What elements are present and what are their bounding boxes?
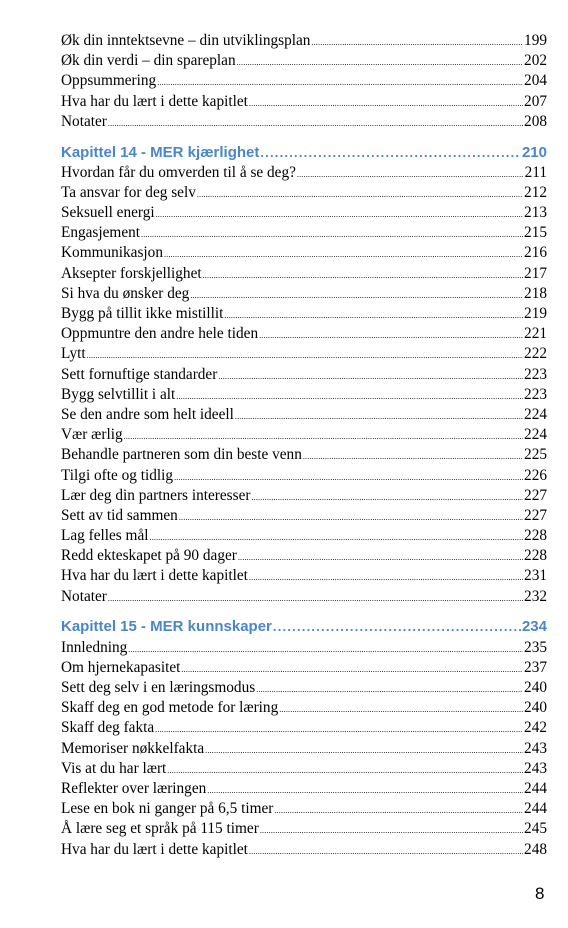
entry-page-number: 211 xyxy=(524,163,547,181)
toc-entry[interactable] xyxy=(61,678,547,698)
entry-page-number: 223 xyxy=(524,385,547,403)
entry-title: Øk din inntektsevne – din utviklingsplan xyxy=(61,32,311,49)
entry-title: Hva har du lært i dette kapitlet xyxy=(61,92,248,110)
entry-title: Om hjernekapasitet xyxy=(61,658,181,676)
entry-page-number: 199 xyxy=(524,32,547,49)
entry-page-number: 215 xyxy=(524,224,547,242)
entry-page-number: 224 xyxy=(524,405,547,423)
dot-leader xyxy=(249,842,523,862)
entry-page-number: 243 xyxy=(524,739,547,757)
entry-title: Lese en bok ni ganger på 6,5 timer xyxy=(61,800,274,818)
entry-title: Ta ansvar for deg selv xyxy=(61,183,196,201)
toc-entry[interactable] xyxy=(61,51,547,71)
entry-title: Hva har du lært i dette kapitlet xyxy=(61,840,248,858)
toc-entry[interactable] xyxy=(61,264,547,284)
dot-leader xyxy=(218,367,523,387)
entry-page-number: 222 xyxy=(524,345,547,363)
chapter-page-number: 234 xyxy=(521,618,547,636)
entry-page-number: 235 xyxy=(524,638,547,656)
dot-leader xyxy=(256,680,523,700)
entry-page-number: 231 xyxy=(524,567,547,585)
entry-title: Hvordan får du omverden til å se deg? xyxy=(61,163,296,181)
dot-leader xyxy=(156,205,523,225)
dot-leader xyxy=(260,821,523,841)
toc-entry[interactable] xyxy=(61,92,547,112)
entry-page-number: 224 xyxy=(524,426,547,444)
entry-page-number: 221 xyxy=(524,325,547,343)
toc-entry[interactable] xyxy=(61,163,547,183)
toc-entry[interactable] xyxy=(61,486,547,506)
toc-entry[interactable] xyxy=(61,445,547,465)
entry-page-number: 223 xyxy=(524,365,547,383)
entry-page-number: 232 xyxy=(524,587,547,605)
entry-page-number: 242 xyxy=(524,719,547,737)
chapter-title: Kapittel 15 - MER kunnskaper xyxy=(61,618,272,636)
toc-entry[interactable] xyxy=(61,718,547,738)
chapter-title: Kapittel 14 - MER kjærlighet xyxy=(61,143,260,161)
dot-leader xyxy=(238,548,523,568)
dot-leader xyxy=(128,640,523,660)
toc-entry[interactable] xyxy=(61,587,547,607)
toc-entry[interactable] xyxy=(61,243,547,263)
table-of-contents xyxy=(61,31,547,860)
entry-title: Seksuell energi xyxy=(61,204,155,222)
entry-title: Aksepter forskjellighet xyxy=(61,264,202,282)
toc-entry[interactable] xyxy=(61,658,547,678)
toc-entry[interactable] xyxy=(61,425,547,445)
chapter-heading[interactable] xyxy=(61,617,547,637)
entry-title: Sett av tid sammen xyxy=(61,506,178,524)
entry-page-number: 208 xyxy=(524,112,547,130)
toc-entry[interactable] xyxy=(61,223,547,243)
entry-page-number: 202 xyxy=(524,52,547,70)
toc-entry[interactable] xyxy=(61,71,547,91)
entry-title: Tilgi ofte og tidlig xyxy=(61,466,174,484)
dot-leader xyxy=(235,407,523,427)
entry-title: Lytt xyxy=(61,345,86,363)
dot-leader xyxy=(174,468,523,488)
toc-entry[interactable] xyxy=(61,739,547,759)
toc-entry[interactable] xyxy=(61,304,547,324)
dot-leader xyxy=(190,286,523,306)
dot-leader xyxy=(167,761,523,781)
toc-entry[interactable] xyxy=(61,698,547,718)
dot-leader xyxy=(108,589,523,609)
dot-leader xyxy=(260,143,521,163)
page-number: 8 xyxy=(535,884,545,903)
dot-leader xyxy=(108,114,523,134)
entry-page-number: 244 xyxy=(524,800,547,818)
entry-page-number: 219 xyxy=(524,305,547,323)
dot-leader xyxy=(259,326,523,346)
entry-page-number: 243 xyxy=(524,759,547,777)
dot-leader xyxy=(164,245,523,265)
entry-page-number: 228 xyxy=(524,527,547,545)
dot-leader xyxy=(150,528,524,548)
entry-title: Notater xyxy=(61,587,107,605)
entry-page-number: 212 xyxy=(524,183,547,201)
entry-title: Lag felles mål xyxy=(61,527,149,545)
toc-entry[interactable] xyxy=(61,405,547,425)
entry-page-number: 213 xyxy=(524,204,547,222)
entry-title: Lær deg din partners interesser xyxy=(61,486,251,504)
entry-title: Behandle partneren som din beste venn xyxy=(61,446,302,464)
entry-title: Notater xyxy=(61,112,107,130)
toc-entry[interactable] xyxy=(61,344,547,364)
dot-leader xyxy=(155,720,523,740)
toc-entry[interactable] xyxy=(61,365,547,385)
dot-leader xyxy=(303,447,523,467)
entry-page-number: 237 xyxy=(524,658,547,676)
toc-entry[interactable] xyxy=(61,466,547,486)
entry-title: Bygg selvtillit i alt xyxy=(61,385,176,403)
dot-leader xyxy=(251,488,523,508)
dot-leader xyxy=(207,781,523,801)
dot-leader xyxy=(205,741,523,761)
entry-title: Skaff deg en god metode for læring xyxy=(61,699,279,717)
dot-leader xyxy=(176,387,523,407)
toc-entry[interactable] xyxy=(61,638,547,658)
entry-title: Kommunikasjon xyxy=(61,244,163,262)
entry-page-number: 245 xyxy=(524,820,547,838)
entry-page-number: 216 xyxy=(524,244,547,262)
toc-entry[interactable] xyxy=(61,31,547,51)
entry-title: Å lære seg et språk på 115 timer xyxy=(61,820,259,838)
toc-entry[interactable] xyxy=(61,385,547,405)
entry-title: Innledning xyxy=(61,638,128,656)
dot-leader xyxy=(224,306,523,326)
entry-title: Reflekter over læringen xyxy=(61,779,207,797)
entry-title: Sett fornuftige standarder xyxy=(61,365,218,383)
dot-leader xyxy=(141,225,523,245)
entry-title: Redd ekteskapet på 90 dager xyxy=(61,547,237,565)
dot-leader xyxy=(279,700,523,720)
toc-entry[interactable] xyxy=(61,112,547,132)
entry-title: Oppsummering xyxy=(61,72,157,90)
entry-page-number: 217 xyxy=(524,264,547,282)
entry-page-number: 207 xyxy=(524,92,547,110)
entry-page-number: 204 xyxy=(524,72,547,90)
dot-leader xyxy=(274,801,523,821)
entry-page-number: 226 xyxy=(524,466,547,484)
dot-leader xyxy=(203,266,523,286)
entry-title: Vis at du har lært xyxy=(61,759,167,777)
toc-entry[interactable] xyxy=(61,526,547,546)
dot-leader xyxy=(297,165,524,185)
entry-title: Oppmuntre den andre hele tiden xyxy=(61,325,259,343)
entry-title: Vær ærlig xyxy=(61,426,123,444)
toc-entry[interactable] xyxy=(61,183,547,203)
toc-entry[interactable] xyxy=(61,506,547,526)
entry-title: Skaff deg fakta xyxy=(61,719,155,737)
entry-page-number: 228 xyxy=(524,547,547,565)
entry-page-number: 227 xyxy=(524,506,547,524)
entry-title: Øk din verdi – din spareplan xyxy=(61,52,236,70)
dot-leader xyxy=(181,660,523,680)
entry-title: Hva har du lært i dette kapitlet xyxy=(61,567,248,585)
entry-page-number: 227 xyxy=(524,486,547,504)
toc-entry[interactable] xyxy=(61,779,547,799)
dot-leader xyxy=(249,568,523,588)
toc-entry[interactable] xyxy=(61,324,547,344)
entry-page-number: 225 xyxy=(524,446,547,464)
dot-leader xyxy=(87,346,523,366)
entry-page-number: 244 xyxy=(524,779,547,797)
entry-page-number: 240 xyxy=(524,679,547,696)
dot-leader xyxy=(197,185,523,205)
entry-title: Sett deg selv i en læringsmodus xyxy=(61,679,256,696)
dot-leader xyxy=(124,427,523,447)
toc-entry[interactable] xyxy=(61,799,547,819)
dot-leader xyxy=(273,617,521,637)
entry-page-number: 240 xyxy=(524,699,547,717)
chapter-heading[interactable] xyxy=(61,143,547,163)
dot-leader xyxy=(249,94,523,114)
toc-entry[interactable] xyxy=(61,759,547,779)
entry-page-number: 218 xyxy=(524,284,547,302)
dot-leader xyxy=(311,33,523,53)
toc-entry[interactable] xyxy=(61,566,547,586)
toc-entry[interactable] xyxy=(61,203,547,223)
entry-title: Se den andre som helt ideell xyxy=(61,405,234,423)
dot-leader xyxy=(237,53,523,73)
entry-title: Si hva du ønsker deg xyxy=(61,284,190,302)
entry-title: Engasjement xyxy=(61,224,141,242)
entry-page-number: 248 xyxy=(524,840,547,858)
chapter-page-number: 210 xyxy=(521,143,547,161)
toc-entry[interactable] xyxy=(61,284,547,304)
toc-entry[interactable] xyxy=(61,546,547,566)
toc-entry[interactable] xyxy=(61,819,547,839)
entry-title: Memoriser nøkkelfakta xyxy=(61,739,205,757)
dot-leader xyxy=(179,508,523,528)
entry-title: Bygg på tillit ikke mistillit xyxy=(61,305,224,323)
dot-leader xyxy=(157,73,523,93)
toc-entry[interactable] xyxy=(61,840,547,860)
